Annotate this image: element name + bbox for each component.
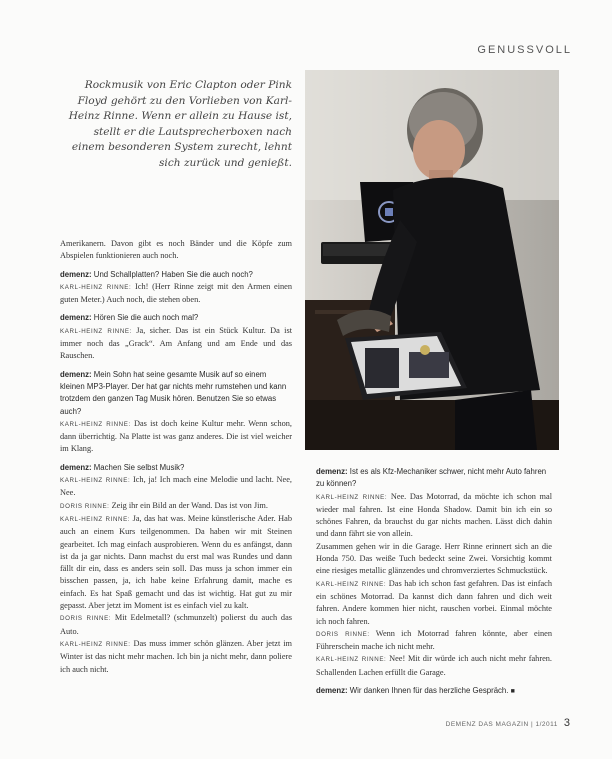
- interview-answer: [316, 578, 552, 628]
- answer-text: Das muss immer schön glänzen. Aber jetzt im Winter ist das nicht mehr machen. Ich bin ja nicht mehr, dann poliere ich auch nicht.: [60, 638, 292, 674]
- magazine-brand: demenz:: [316, 686, 348, 696]
- intro-text: Rockmusik von Eric Clapton oder Pink Floyd gehört zu den Vorlieben von Karl-Heinz Rinne. Wenn er allein zu Hause ist, stellt er die Lautsprecherboxen nach einem besonderen System zurecht, lehnt sich zurück und genießt.: [68, 79, 292, 169]
- speaker-name: KARL-HEINZ RINNE:: [316, 493, 388, 501]
- question-text: Hören Sie die auch noch mal?: [91, 313, 199, 323]
- speaker-name: KARL-HEINZ RINNE:: [60, 640, 131, 648]
- speaker-name: DORIS RINNE:: [60, 615, 112, 623]
- answer-text: Ich, ja! Ich mach eine Melodie und lacht. Nee, Nee.: [60, 475, 292, 498]
- answer-text: Ja, sicher. Das ist ein Stück Kultur. Da ist immer noch das „Grack“. Am Anfang und am Ende und das Rauschen.: [60, 325, 292, 361]
- speaker-name: KARL-HEINZ RINNE:: [316, 580, 387, 588]
- interview-question: [60, 462, 292, 474]
- end-mark: ■: [510, 688, 515, 696]
- speaker-name: DORIS RINNE:: [316, 630, 370, 638]
- paragraph: Zusammen gehen wir in die Garage. Herr Rinne erinnert sich an die Honda 750. Das weiße Tuch bedeckt seine Zwei. Vorsichtig kommt eine riesiges metallic glänzendes und chromverziertes Schmuckstück.: [316, 541, 552, 576]
- page-number: 3: [563, 717, 570, 729]
- magazine-brand: demenz:: [60, 462, 92, 472]
- interview-column-left: [60, 238, 292, 676]
- speaker-name: KARL-HEINZ RINNE:: [60, 515, 131, 523]
- interview-answer: [316, 628, 552, 654]
- interview-answer: [60, 325, 292, 363]
- interview-answer: [60, 281, 292, 307]
- magazine-brand: demenz:: [60, 313, 92, 323]
- answer-text: Wenn ich Motorrad fahren könnte, aber einen Führerschein mache ich nicht mehr.: [316, 628, 552, 652]
- answer-text: Mit Edelmetall? (schmunzelt) polierst du auch das Auto.: [60, 613, 292, 636]
- answer-text: Nee. Das Motorrad, da möchte ich schon mal wieder mal fahren. Ist eine Honda Shadow. Damit bin ich ein so schönes Fahren, da brauchst du gar nichts machen. Lässt dich dahin und dann fährt sie von allein.: [316, 491, 552, 539]
- answer-text: Nee! Mit dir würde ich auch nicht mehr fahren. Schallenden Lachen erfüllt die Garage.: [316, 654, 552, 677]
- speaker-name: KARL-HEINZ RINNE:: [60, 477, 131, 485]
- question-text: Ist es als Kfz-Mechaniker schwer, nicht mehr Auto fahren zu können?: [316, 467, 547, 489]
- question-text: Wir danken Ihnen für das herzliche Gespräch.: [347, 686, 509, 696]
- speaker-name: KARL-HEINZ RINNE:: [60, 283, 132, 291]
- speaker-name: DORIS RINNE:: [60, 502, 110, 510]
- photo: [305, 70, 559, 450]
- magazine-name: DEMENZ DAS MAGAZIN | 1/2011: [445, 721, 558, 728]
- interview-answer: [60, 513, 292, 612]
- answer-text: Das ist doch keine Kultur mehr. Wenn schon, dann überrichtig. Na Platte ist was ganz anderes. Die ist viel weicher im Klang.: [60, 418, 292, 454]
- paragraph: Amerikanern. Davon gibt es noch Bänder und die Köpfe zum Abspielen funktionieren auch noch.: [60, 239, 292, 261]
- speaker-name: KARL-HEINZ RINNE:: [60, 420, 131, 428]
- speaker-name: KARL-HEINZ RINNE:: [316, 656, 387, 664]
- interview-question: [316, 685, 552, 698]
- interview-answer: [60, 474, 292, 500]
- interview-question: [60, 312, 292, 324]
- answer-text: Zeig ihr ein Bild an der Wand. Das ist von Jim.: [109, 500, 268, 510]
- magazine-brand: demenz:: [60, 269, 92, 279]
- interview-answer: [60, 638, 292, 676]
- question-text: Und Schallplatten? Haben Sie die auch noch?: [91, 269, 253, 279]
- answer-text: Ja, das hat was. Meine künstlerische Ader. Hab auch an einem Kurs teilgenommen. Da haben wir mit Steinen gearbeitet. Ich mag einfach ausprobieren. Wenn du es anfängst, dann ist da ja gar nichts. Dann machst du erst mal was Rundes und dann fällt dir ein, dass es anders sein soll. Das muss ja schon immer ein bisschen passen, ja, ich habe keine Erfahrung damit, mache es einfach. Es hat Spaß gemacht und das ist wichtig. Hat gut zu mir gepasst. Aber jetzt im Moment ist es einfach viel zu kalt.: [60, 513, 292, 611]
- question-text: Mein Sohn hat seine gesamte Musik auf so einem kleinen MP3-Player. Der hat gar nichts mehr rumstehen und kann trotzdem den ganzen Tag Musik hören. Benutzen Sie so etwas auch?: [60, 369, 287, 416]
- answer-text: Ich! (Herr Rinne zeigt mit den Armen einen guten Meter.) Auch noch, die stehen oben.: [60, 281, 292, 305]
- page-footer: [446, 717, 570, 729]
- interview-question: [60, 369, 292, 418]
- section-label: GENUSSVOLL: [477, 44, 572, 56]
- question-text: Machen Sie selbst Musik?: [91, 462, 185, 472]
- interview-answer: [60, 612, 292, 638]
- magazine-brand: demenz:: [60, 369, 92, 379]
- interview-answer: [60, 500, 292, 513]
- interview-answer: [60, 418, 292, 456]
- magazine-brand: demenz:: [316, 467, 348, 476]
- interview-answer: [316, 491, 552, 541]
- interview-column-right: [316, 460, 552, 698]
- answer-text: Das hab ich schon fast gefahren. Das ist einfach ein schönes Motorrad. Da kannst dich dann fahren und dich weit fahren. Andere kommen hier nicht, rauschen vorbei. Einmal möchte ich noch fahren.: [316, 578, 552, 626]
- interview-question: [316, 466, 552, 491]
- speaker-name: KARL-HEINZ RINNE:: [60, 327, 132, 335]
- interview-answer: [316, 653, 552, 679]
- interview-question: [60, 269, 292, 281]
